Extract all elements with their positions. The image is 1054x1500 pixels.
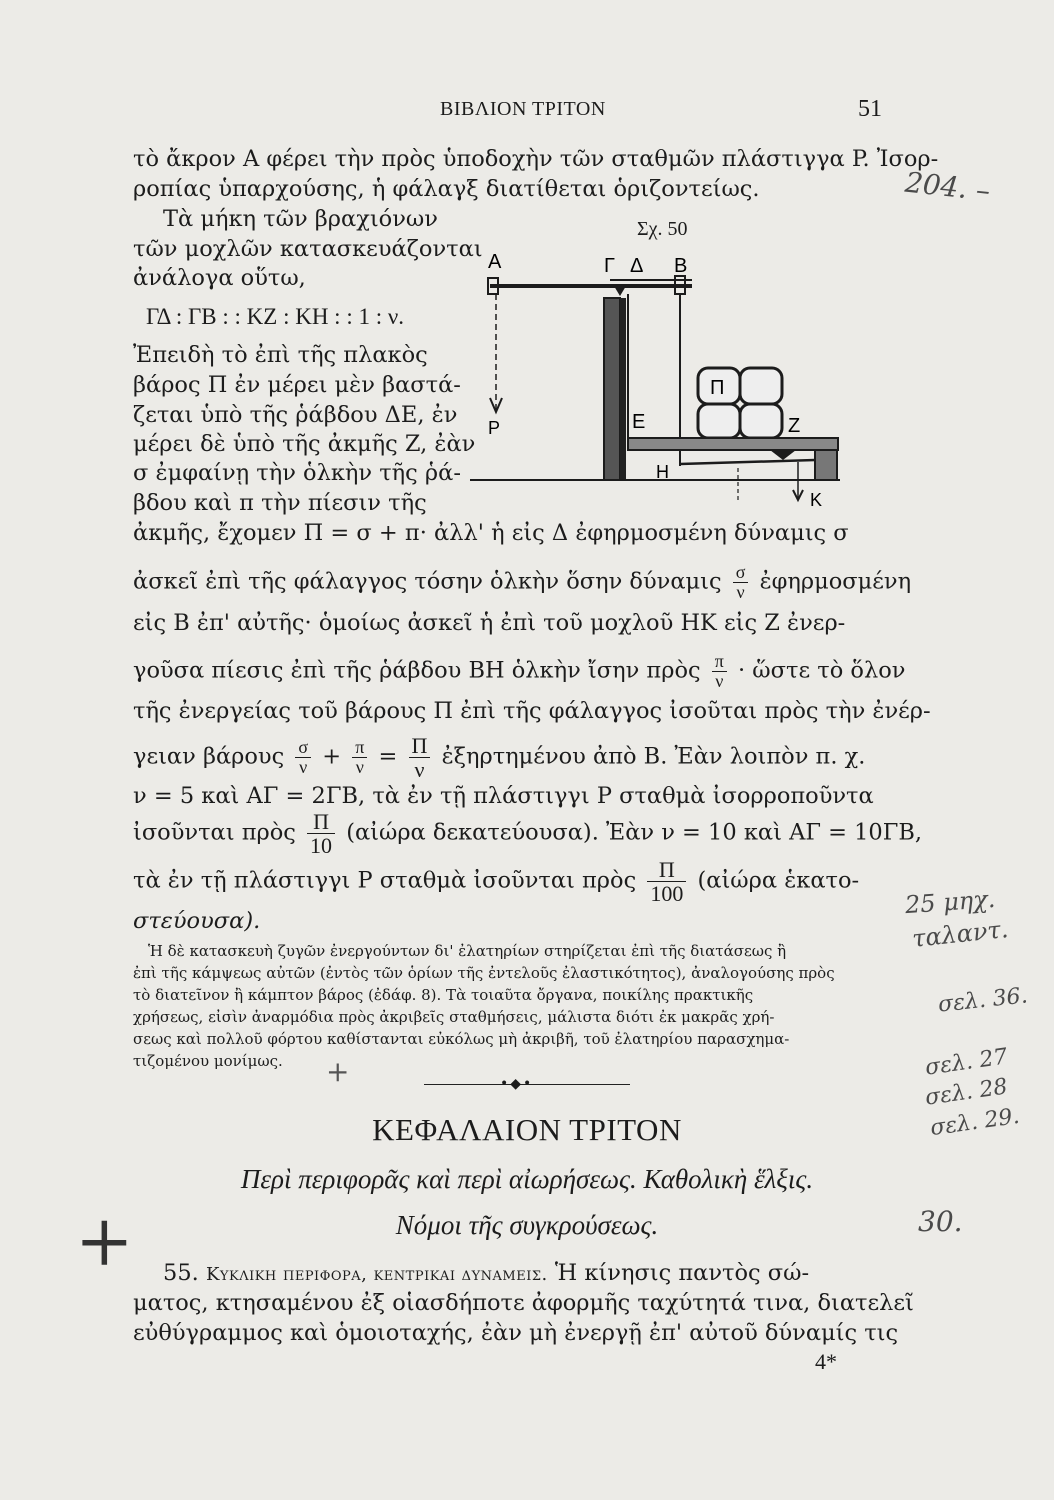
label-a: A xyxy=(488,251,502,273)
text-line-2: ροπίας ὑπαρχούσης, ἡ φάλαγξ διατίθεται ὁριζοντείως. xyxy=(133,176,760,202)
text-line-16b: · ὥστε τὸ ὅλον xyxy=(738,657,906,684)
label-z: Z xyxy=(788,415,801,437)
fraction-sigma-nu: $\frac{\sigma}{\nu}$ xyxy=(733,563,749,602)
text-line-5: ἀνάλογα οὕτω, xyxy=(133,265,306,291)
text-line-18b: ἐξηρτημένου ἀπὸ B. Ἐὰν λοιπὸν π. χ. xyxy=(441,743,866,770)
note-line-2: ἐπὶ τῆς κάμψεως αὐτῶν (ἐντὸς τῶν ὁρίων τῆς ἐντελοῦς ἐλαστικότητος), ἀναλογούσης πρὸς xyxy=(133,964,835,982)
text-line-14b: ἐφηρμοσμένη xyxy=(759,568,912,595)
text-line-9: ζεται ὑπὸ τῆς ῥάβδου ΔE, ἐν xyxy=(133,402,458,428)
handwritten-note-1: 204. – xyxy=(903,165,992,208)
handwritten-note-4: σελ. 36. xyxy=(936,983,1029,1018)
text-line-20b: (αἰώρα δεκατεύουσα). Ἐὰν ν = 10 καὶ AΓ = 10ΓB, xyxy=(346,819,923,846)
section-55-line-1 xyxy=(163,1262,809,1285)
text-line-14 xyxy=(133,563,911,602)
equals-sign: = xyxy=(378,743,398,770)
fraction-Pi-nu: $\frac{\Pi}{\nu}$ xyxy=(409,734,431,781)
note-line-5: σεως καὶ πολλοῦ φόρτου καθίστανται εὐκόλως μὴ ἀκριβῆ, τοῦ ἐλατηρίου παρασχημα- xyxy=(133,1030,790,1048)
fraction-Pi-100: $\frac{\Pi}{100}$ xyxy=(647,858,686,905)
text-line-3: Τὰ μήκη τῶν βραχιόνων xyxy=(163,206,438,232)
chapter-subtitle-2: Νόμοι τῆς συγκρούσεως. xyxy=(395,1210,659,1240)
handwritten-plus-mark: + xyxy=(326,1055,350,1088)
text-line-21a: τὰ ἐν τῇ πλάστιγγι P σταθμὰ ἰσοῦνται πρὸς xyxy=(133,867,637,894)
signature-mark: 4* xyxy=(815,1349,837,1374)
ratio-line: ΓΔ : ΓB : : KZ : KH : : 1 : ν. xyxy=(146,304,404,329)
handwritten-note-2: 25 μηχ. xyxy=(904,884,997,920)
label-e: E xyxy=(632,411,646,433)
handwritten-note-6: σελ. 28 xyxy=(923,1074,1010,1111)
section-55-line-2: ματος, κτησαμένου ἐξ οἱασδήποτε ἀφορμῆς ταχύτητά τινα, διατελεῖ xyxy=(133,1290,914,1316)
handwritten-cross-mark: + xyxy=(75,1200,134,1282)
text-line-17: τῆς ἐνεργείας τοῦ βάρους Π ἐπὶ τῆς φάλαγγος ἰσοῦται πρὸς τὴν ἐνέρ- xyxy=(133,698,931,724)
weight-box-2 xyxy=(740,368,782,404)
handwritten-note-7: σελ. 29. xyxy=(928,1103,1022,1142)
fraction-pi-nu-2: $\frac{\pi}{\nu}$ xyxy=(352,738,367,777)
pillar xyxy=(604,298,620,480)
section-heading: Κυκλικη περιφορα, κεντρικαι δυναμεις. xyxy=(205,1264,548,1285)
knife-z xyxy=(770,450,796,460)
text-line-20 xyxy=(133,810,922,857)
note-line-3: τὸ διατεῖνον ἢ κάμπτον βάρος (ἐδάφ. 8). Τὰ τοιαῦτα ὄργανα, ποικίλης πρακτικῆς xyxy=(133,986,754,1004)
lever-support xyxy=(815,450,837,480)
text-line-21b: (αἰώρα ἑκατο- xyxy=(697,867,860,894)
text-line-20a: ἰσοῦνται πρὸς xyxy=(133,819,296,846)
handwritten-note-8: 30. xyxy=(918,1205,963,1238)
divider-ornament: •◆• xyxy=(500,1076,534,1092)
lever-hk xyxy=(680,460,815,464)
section-line-1-rest: Ἡ κίνησις παντὸς σώ- xyxy=(554,1260,810,1286)
text-line-18a: γειαν βάρους xyxy=(133,743,285,770)
text-line-14a: ἀσκεῖ ἐπὶ τῆς φάλαγγος τόσην ὁλκὴν ὅσην δύναμις xyxy=(133,568,722,595)
page-number: 51 xyxy=(858,96,882,122)
balance-diagram xyxy=(470,250,850,510)
text-line-15: εἰς B ἐπ' αὐτῆς· ὁμοίως ἀσκεῖ ἡ ἐπὶ τοῦ μοχλοῦ HK εἰς Z ἐνερ- xyxy=(133,610,846,636)
section-55-line-3: εὐθύγραμμος καὶ ὁμοιοταχής, ἐὰν μὴ ἐνεργῇ ἐπ' αὐτοῦ δύναμίς τις xyxy=(133,1320,899,1346)
pivot-knife xyxy=(614,286,626,296)
text-line-7: Ἐπειδὴ τὸ ἐπὶ τῆς πλακὸς xyxy=(133,342,428,368)
label-h: H xyxy=(656,462,669,482)
fraction-Pi-10: $\frac{\Pi}{10}$ xyxy=(307,810,335,857)
text-line-8: βάρος Π ἐν μέρει μὲν βαστά- xyxy=(133,372,461,398)
note-line-1: Ἡ δὲ κατασκευὴ ζυγῶν ἐνεργούντων δι' ἐλατηρίων στηρίζεται ἐπὶ τῆς διατάσεως ἢ xyxy=(148,942,787,960)
text-line-16 xyxy=(133,652,905,691)
text-line-11: σ ἐμφαίνῃ τὴν ὁλκὴν τῆς ῥά- xyxy=(133,460,461,486)
fraction-sigma-nu-2: $\frac{\sigma}{\nu}$ xyxy=(295,738,311,777)
text-line-21 xyxy=(133,858,859,905)
chapter-title: ΚΕΦΑΛΑΙΟΝ ΤΡΙΤΟΝ xyxy=(372,1112,682,1147)
platform xyxy=(628,438,838,450)
label-k: K xyxy=(810,490,823,510)
label-b: B xyxy=(674,255,688,277)
text-line-13: ἀκμῆς, ἔχομεν Π = σ + π· ἀλλ' ἡ εἰς Δ ἐφηρμοσμένη δύναμις σ xyxy=(133,520,849,546)
chapter-subtitle-1: Περὶ περιφορᾶς καὶ περὶ αἰωρήσεως. Καθολικὴ ἕλξις. xyxy=(240,1164,814,1194)
weight-box-3 xyxy=(698,404,740,438)
text-line-22: στεύουσα). xyxy=(133,908,261,934)
figure-caption: Σχ. 50 xyxy=(637,218,688,240)
handwritten-note-3: ταλαντ. xyxy=(910,915,1010,953)
label-g: Γ xyxy=(604,255,616,277)
note-line-6: τιζομένου μονίμως. xyxy=(133,1052,283,1070)
plus-sign: + xyxy=(322,743,342,770)
text-line-16a: γοῦσα πίεσις ἐπὶ τῆς ῥάβδου BH ὁλκὴν ἴσην πρὸς xyxy=(133,657,701,684)
pillar-edge xyxy=(620,298,626,480)
text-line-10: μέρει δὲ ὑπὸ τῆς ἀκμῆς Z, ἐὰν xyxy=(133,431,476,457)
label-p: P xyxy=(488,418,501,438)
text-line-18 xyxy=(133,734,865,781)
label-d: Δ xyxy=(630,255,644,277)
note-line-4: χρήσεως, εἰσὶν ἀναρμόδια πρὸς ἀκριβεῖς σταθμήσεις, μάλιστα διότι ἐκ μακρᾶς χρή- xyxy=(133,1008,775,1026)
handwritten-note-5: σελ. 27 xyxy=(923,1044,1010,1081)
text-line-19: ν = 5 καὶ AΓ = 2ΓB, τὰ ἐν τῇ πλάστιγγι P σταθμὰ ἰσορροποῦντα xyxy=(133,783,874,809)
text-line-1: τὸ ἄκρον A φέρει τὴν πρὸς ὑποδοχὴν τῶν σταθμῶν πλάστιγγα P. Ἰσορ- xyxy=(133,146,939,172)
section-number: 55. xyxy=(163,1260,199,1286)
text-line-4: τῶν μοχλῶν κατασκευάζονται xyxy=(133,236,483,262)
text-line-12: βδου καὶ π τὴν πίεσιν τῆς xyxy=(133,490,427,516)
weight-box-4 xyxy=(740,404,782,438)
running-header: ΒΙΒΛΙΟΝ ΤΡΙΤΟΝ xyxy=(440,98,606,120)
fraction-pi-nu: $\frac{\pi}{\nu}$ xyxy=(712,652,727,691)
label-pi: Π xyxy=(710,377,725,399)
